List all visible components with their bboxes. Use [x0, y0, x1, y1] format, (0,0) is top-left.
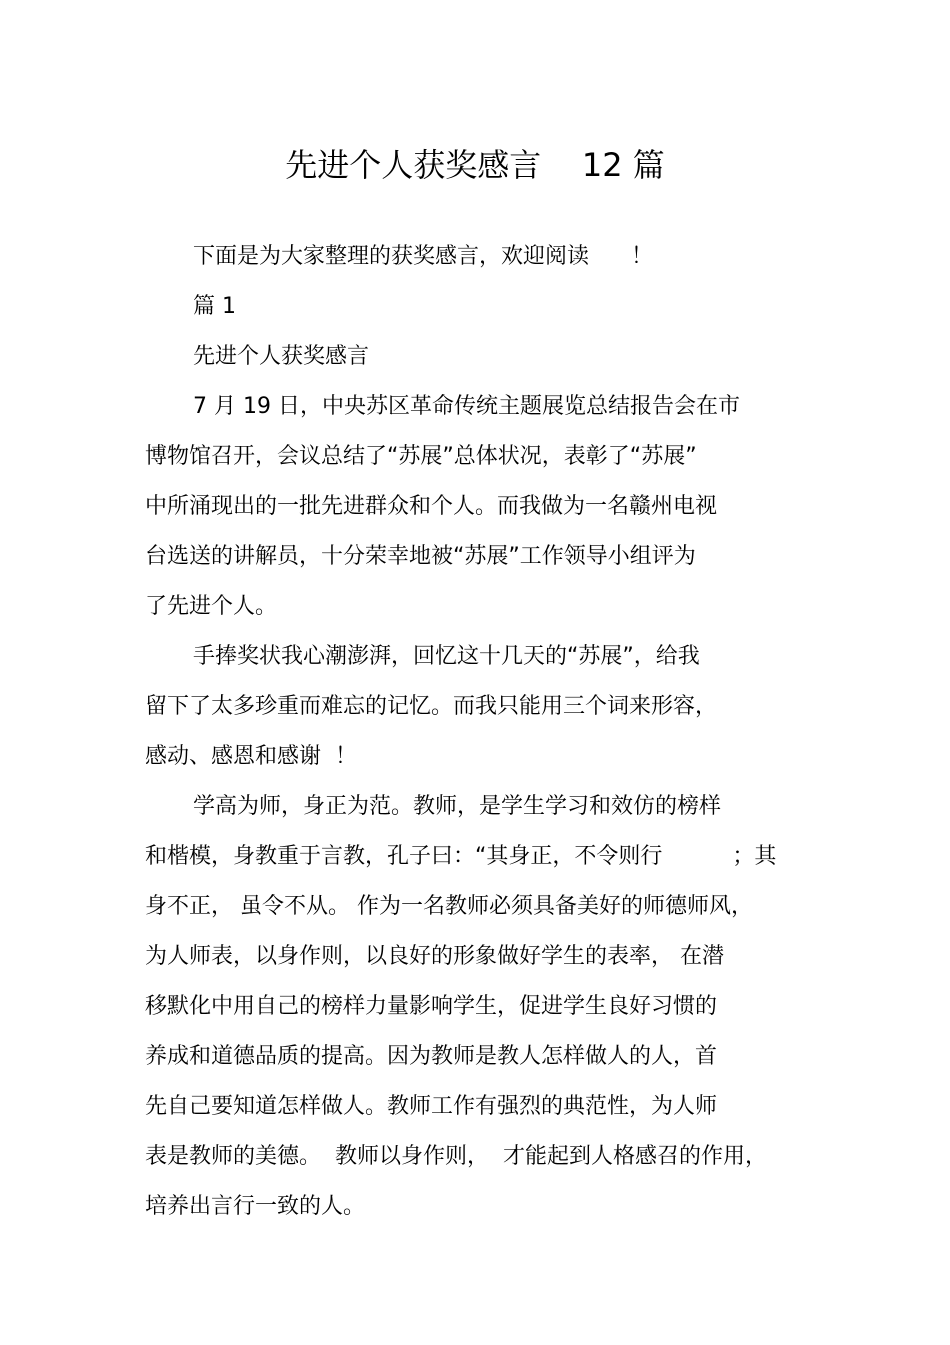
paragraph-line: 了先进个人。	[145, 594, 278, 619]
intro-line: 下面是为大家整理的获奖感言，欢迎阅读 ！	[193, 244, 653, 269]
paragraph-line: 手捧奖状我心潮澎湃，回忆这十几天的“苏展”，给我	[193, 644, 700, 669]
article-subtitle: 先进个人获奖感言	[193, 344, 370, 369]
paragraph-line: 养成和道德品质的提高。因为教师是教人怎样做人的人，首	[145, 1044, 718, 1069]
paragraph-line: 感动、感恩和感谢 ！	[145, 744, 357, 769]
paragraph-line: 台选送的讲解员，十分荣幸地被“苏展”工作领导小组评为	[145, 544, 696, 569]
paragraph-line: 7 月 19 日，中央苏区革命传统主题展览总结报告会在市	[193, 394, 740, 419]
paragraph-line: 博物馆召开，会议总结了“苏展”总体状况，表彰了“苏展”	[145, 444, 697, 469]
paragraph-line: 先自己要知道怎样做人。教师工作有强烈的典范性，为人师	[145, 1094, 718, 1119]
paragraph-line: 身不正， 虽令不从。 作为一名教师必须具备美好的师德师风，	[145, 894, 753, 919]
section-heading: 篇 1	[193, 294, 236, 319]
paragraph-line: 中所涌现出的一批先进群众和个人。而我做为一名赣州电视	[145, 494, 718, 519]
paragraph-line: 和楷模，身教重于言教，孔子曰：“其身正，不令则行 ；其	[145, 844, 777, 869]
paragraph-line: 学高为师，身正为范。教师，是学生学习和效仿的榜样	[193, 794, 722, 819]
paragraph-line: 留下了太多珍重而难忘的记忆。而我只能用三个词来形容，	[145, 694, 718, 719]
paragraph-line: 培养出言行一致的人。	[145, 1194, 366, 1219]
paragraph-line: 表是教师的美德。 教师以身作则， 才能起到人格感召的作用，	[145, 1144, 767, 1169]
document-title: 先进个人获奖感言 12 篇	[285, 146, 665, 185]
paragraph-line: 为人师表，以身作则，以良好的形象做好学生的表率， 在潜	[145, 944, 724, 969]
paragraph-line: 移默化中用自己的榜样力量影响学生，促进学生良好习惯的	[145, 994, 718, 1019]
